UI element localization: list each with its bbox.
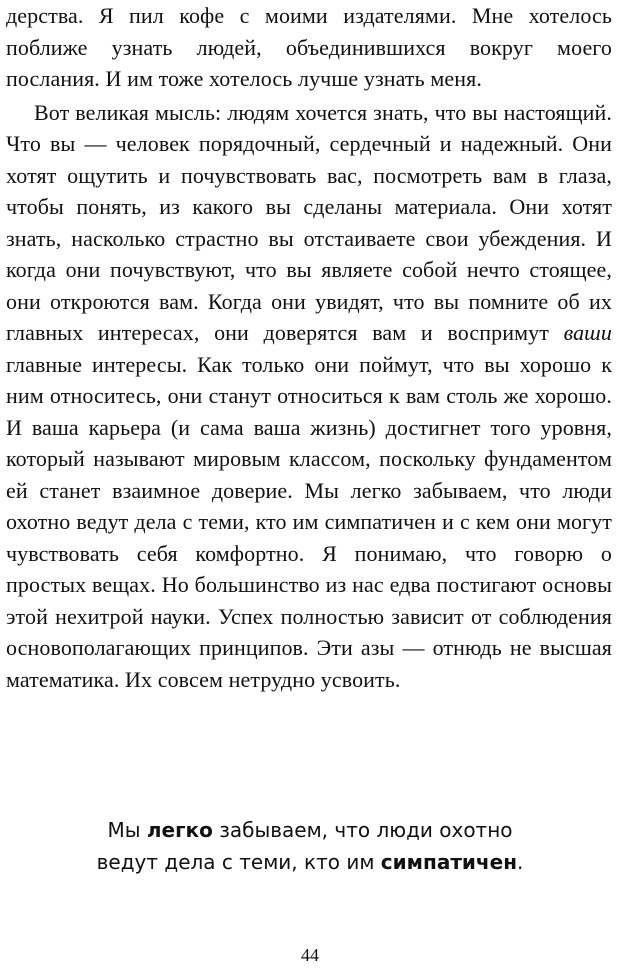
pull-quote-bold-word: легко [146,818,213,842]
paragraph-2-text-b: главные интересы. Как только они поймут, что вы хорошо к ним относитесь, они станут относиться к вам столь же хорошо. И ваша карьера (и сама ваша жизнь) достигнет того уровня, который называют мировым классом, поскольку фундаментом ей станет взаимное доверие. Мы легко забываем, что люди охотно ведут дела с теми, кто им симпатичен и с кем они могут чувствовать себя комфортно. Я понимаю, что говорю о простых вещах. Но большинство из нас едва постигают основы этой нехитрой науки. Успех полностью зависит от соблюдения основополагающих принципов. Эти азы — отнюдь не высшая математика. Их совсем нетрудно усвоить. [6,351,612,692]
pull-quote-text: забываем, что люди охотно [212,818,513,842]
pull-quote-line-2 [0,846,620,878]
body-text [6,0,612,695]
pull-quote-text: . [517,850,524,874]
paragraph-2-text-a: Вот великая мысль: людям хочется знать, что вы настоящий. Что вы — человек порядочный, сердечный и надежный. Они хотят ощутить и почувствовать вас, посмотреть вам в глаза, чтобы понять, из какого вы сделаны материала. Они хотят знать, насколько страстно вы отстаиваете свои убеждения. И когда они почувствуют, что вы являете собой нечто стоящее, они откроются вам. Когда они увидят, что вы помните об их главных интересах, они доверятся вам и воспримут [6,99,612,345]
paragraph-2 [6,97,612,696]
pull-quote-bold-word: симпатичен [380,850,518,874]
pull-quote-text: ведут дела с теми, кто им [96,850,381,874]
pull-quote-text: Мы [107,818,147,842]
paragraph-2-emphasis: ваши [563,320,612,345]
page-number: 44 [301,945,319,965]
paragraph-1: дерства. Я пил кофе с моими издателями. Мне хотелось поближе узнать людей, объединившихся вокруг моего послания. И им тоже хотелось лучше узнать меня. [6,3,612,91]
pull-quote-line-1 [0,814,620,846]
pull-quote [0,814,620,878]
